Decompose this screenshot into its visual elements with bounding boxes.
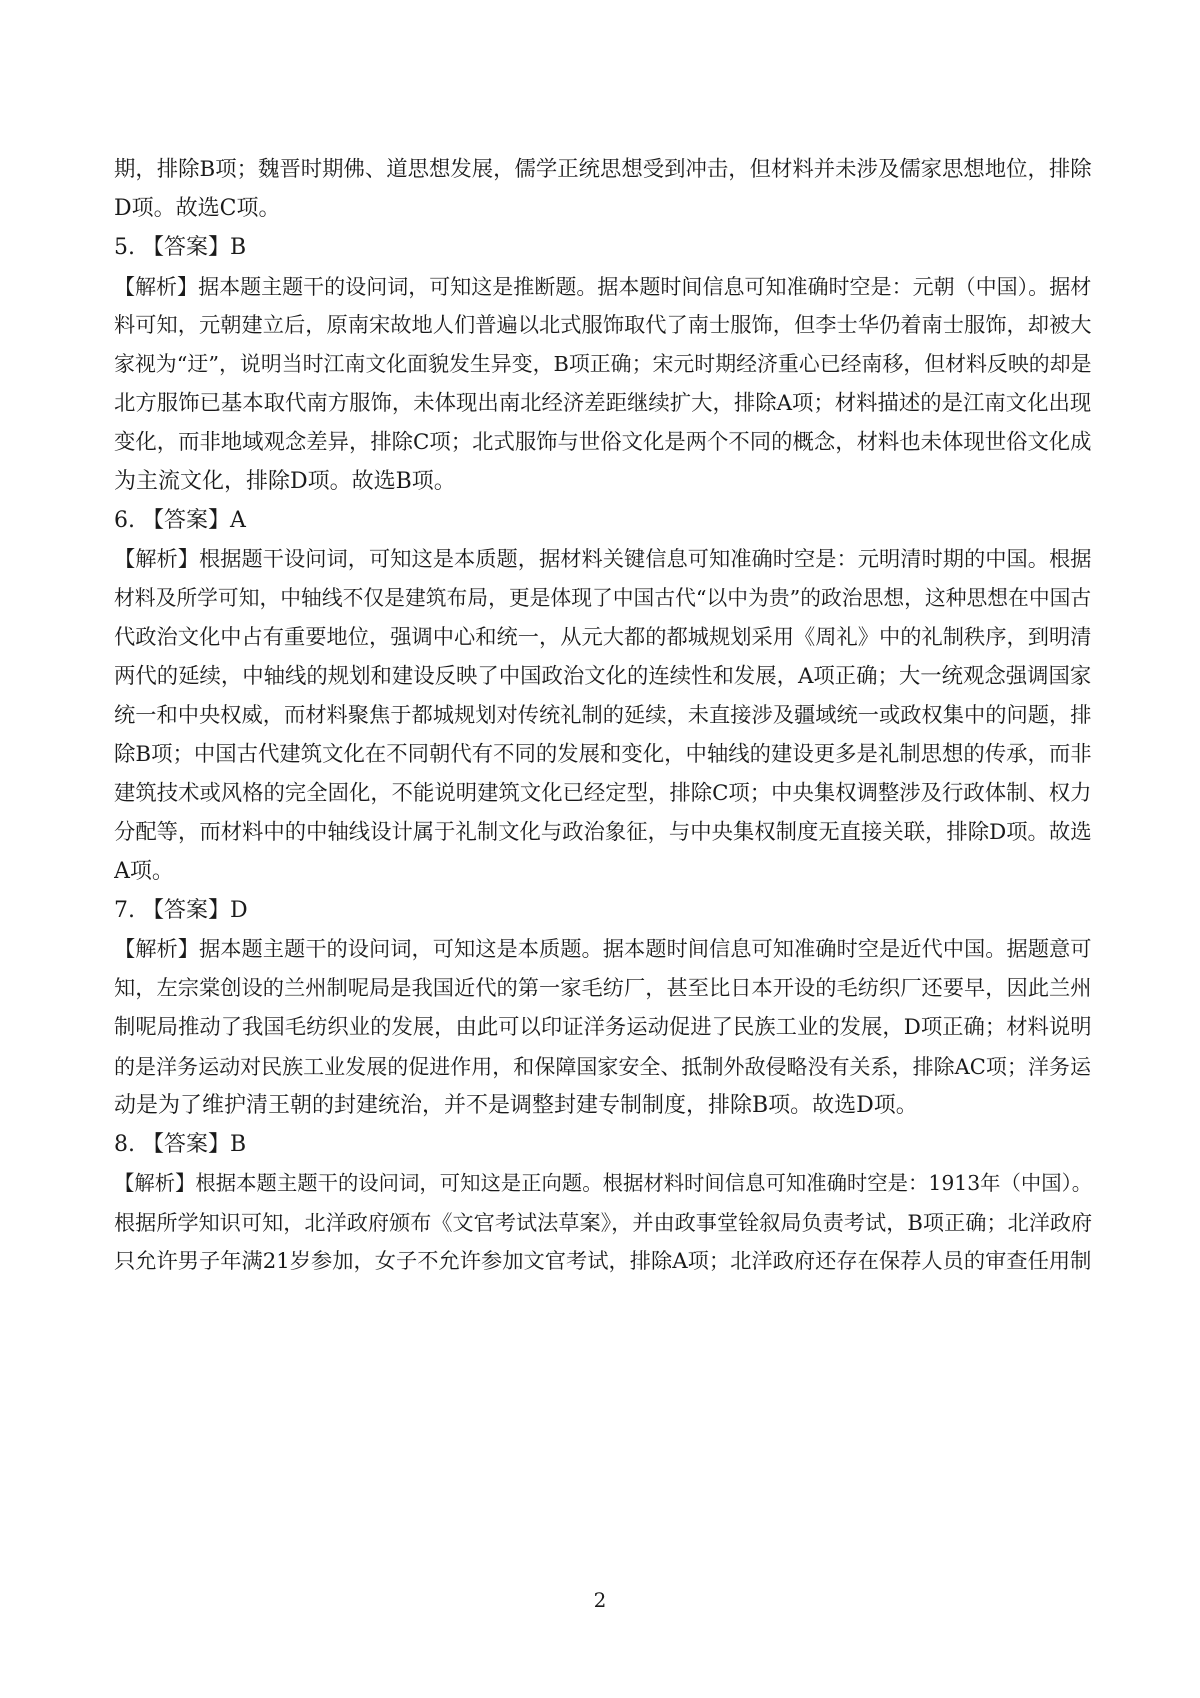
text-line: 【解析】根据本题主题干的设问词，可知这是正向题。根据材料时间信息可知准确时空是：1913年（中国）。 (114, 1171, 1092, 1195)
answer-heading-8: 8. 【答案】B (114, 1132, 247, 1157)
text-line: 为主流文化，排除D项。故选B项。 (114, 469, 456, 494)
answer-heading-7: 7. 【答案】D (114, 898, 248, 923)
answer-heading-5: 5. 【答案】B (114, 235, 247, 260)
text-line: 分配等，而材料中的中轴线设计属于礼制文化与政治象征，与中央集权制度无直接关联，排除D项。故选 (114, 820, 1092, 845)
text-line: 除B项；中国古代建筑文化在不同朝代有不同的发展和变化，中轴线的建设更多是礼制思想的传承，而非 (114, 742, 1092, 767)
text-line: D项。故选C项。 (114, 196, 281, 221)
answer-heading-6: 6. 【答案】A (114, 508, 246, 533)
text-line: 【解析】据本题主题干的设问词，可知这是推断题。据本题时间信息可知准确时空是：元朝（中国）。据材 (114, 274, 1092, 299)
text-line: 统一和中央权威，而材料聚焦于都城规划对传统礼制的延续，未直接涉及疆域统一或政权集中的问题，排 (114, 703, 1092, 728)
text-line: 期，排除B项；魏晋时期佛、道思想发展，儒学正统思想受到冲击，但材料并未涉及儒家思想地位，排除 (114, 157, 1092, 182)
text-line: 建筑技术或风格的完全固化，不能说明建筑文化已经定型，排除C项；中央集权调整涉及行政体制、权力 (114, 781, 1092, 806)
text-line: 动是为了维护清王朝的封建统治，并不是调整封建专制制度，排除B项。故选D项。 (114, 1093, 918, 1118)
text-line: 【解析】根据题干设问词，可知这是本质题，据材料关键信息可知准确时空是：元明清时期的中国。根据 (114, 547, 1092, 572)
text-line: 料可知，元朝建立后，原南宋故地人们普遍以北式服饰取代了南士服饰，但李士华仍着南士服饰，却被大 (114, 313, 1092, 338)
text-line: 两代的延续，中轴线的规划和建设反映了中国政治文化的连续性和发展，A项正确；大一统观念强调国家 (114, 664, 1092, 689)
text-line: 代政治文化中占有重要地位，强调中心和统一，从元大都的都城规划采用《周礼》中的礼制秩序，到明清 (114, 625, 1092, 650)
text-line: 变化，而非地域观念差异，排除C项；北式服饰与世俗文化是两个不同的概念，材料也未体现世俗文化成 (114, 430, 1092, 455)
text-line: A项。 (114, 859, 174, 884)
text-line: 的是洋务运动对民族工业发展的促进作用，和保障国家安全、抵制外敌侵略没有关系，排除AC项；洋务运 (114, 1054, 1091, 1079)
text-line: 家视为“迂”，说明当时江南文化面貌发生异变，B项正确；宋元时期经济重心已经南移，但材料反映的却是 (114, 352, 1092, 376)
text-line: 知，左宗棠创设的兰州制呢局是我国近代的第一家毛纺厂，甚至比日本开设的毛纺织厂还要早，因此兰州 (114, 976, 1092, 1001)
document-body (114, 150, 1092, 1281)
text-line: 制呢局推动了我国毛纺织业的发展，由此可以印证洋务运动促进了民族工业的发展，D项正确；材料说明 (114, 1015, 1092, 1040)
page-number: 2 (593, 1588, 607, 1612)
text-line: 材料及所学可知，中轴线不仅是建筑布局，更是体现了中国古代“以中为贵”的政治思想，这种思想在中国古 (114, 586, 1092, 610)
text-line: 只允许男子年满21岁参加，女子不允许参加文官考试，排除A项；北洋政府还存在保荐人员的审查任用制 (114, 1249, 1092, 1274)
text-line: 【解析】据本题主题干的设问词，可知这是本质题。据本题时间信息可知准确时空是近代中国。据题意可 (114, 937, 1092, 962)
text-line: 根据所学知识可知，北洋政府颁布《文官考试法草案》，并由政事堂铨叙局负责考试，B项正确；北洋政府 (114, 1210, 1092, 1235)
text-line: 北方服饰已基本取代南方服饰，未体现出南北经济差距继续扩大，排除A项；材料描述的是江南文化出现 (114, 391, 1092, 416)
